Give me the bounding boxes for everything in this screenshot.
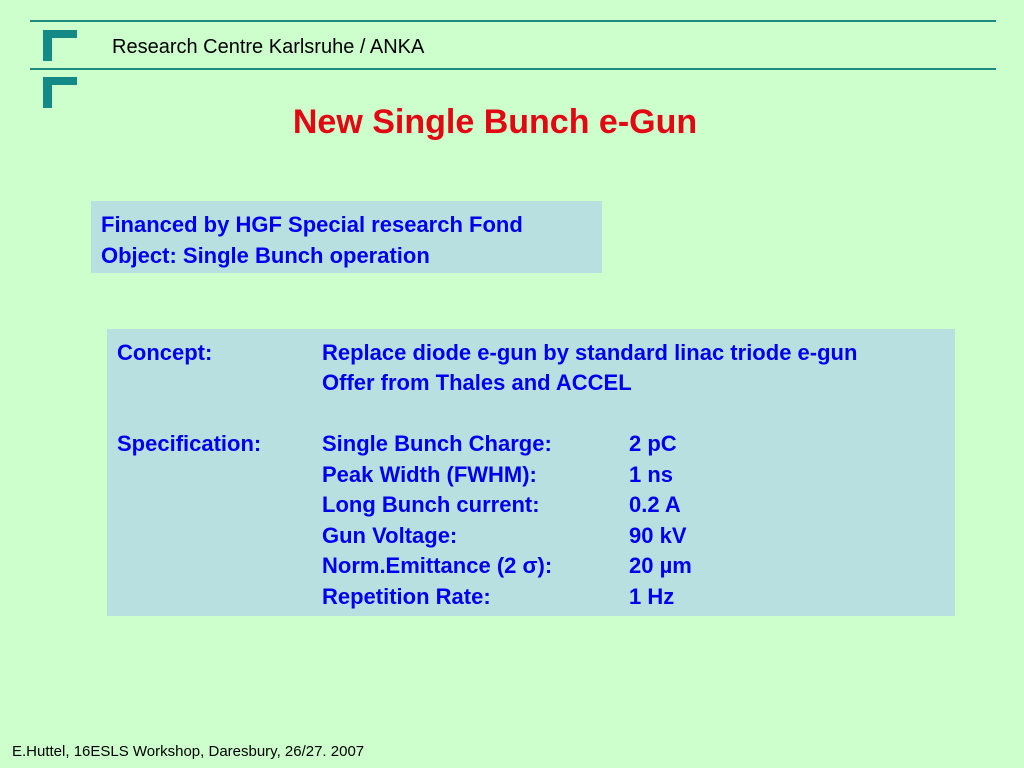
logo-mark-top-icon: [43, 30, 77, 61]
objective-line: Object: Single Bunch operation: [101, 243, 430, 268]
spec-name: Single Bunch Charge:: [322, 431, 552, 456]
spec-value: 0.2 A: [629, 492, 681, 517]
spec-value: 90 kV: [629, 523, 687, 548]
spec-value: 1 ns: [629, 462, 674, 487]
funding-box: [91, 201, 602, 273]
slide-title: New Single Bunch e-Gun: [292, 103, 698, 141]
concept-spec-box: [107, 329, 955, 616]
spec-name: Repetition Rate:: [322, 584, 491, 609]
specification-label: Specification:: [117, 431, 262, 456]
header-top-rule: [30, 20, 996, 22]
header-bottom-rule: [30, 68, 996, 70]
concept-line: Offer from Thales and ACCEL: [322, 370, 632, 395]
footer-citation: E.Huttel, 16ESLS Workshop, Daresbury, 26/27. 2007: [12, 743, 365, 760]
spec-value: 20 µm: [629, 553, 692, 578]
concept-label: Concept:: [117, 340, 213, 365]
concept-line: Replace diode e-gun by standard linac triode e-gun: [322, 340, 858, 365]
spec-value: 1 Hz: [629, 584, 675, 609]
spec-name: Long Bunch current:: [322, 492, 540, 517]
header-organization: Research Centre Karlsruhe / ANKA: [112, 36, 425, 58]
spec-name: Norm.Emittance (2 σ):: [322, 553, 553, 578]
spec-value: 2 pC: [629, 431, 677, 456]
spec-name: Gun Voltage:: [322, 523, 458, 548]
funding-line: Financed by HGF Special research Fond: [101, 212, 523, 237]
spec-name: Peak Width (FWHM):: [322, 462, 537, 487]
